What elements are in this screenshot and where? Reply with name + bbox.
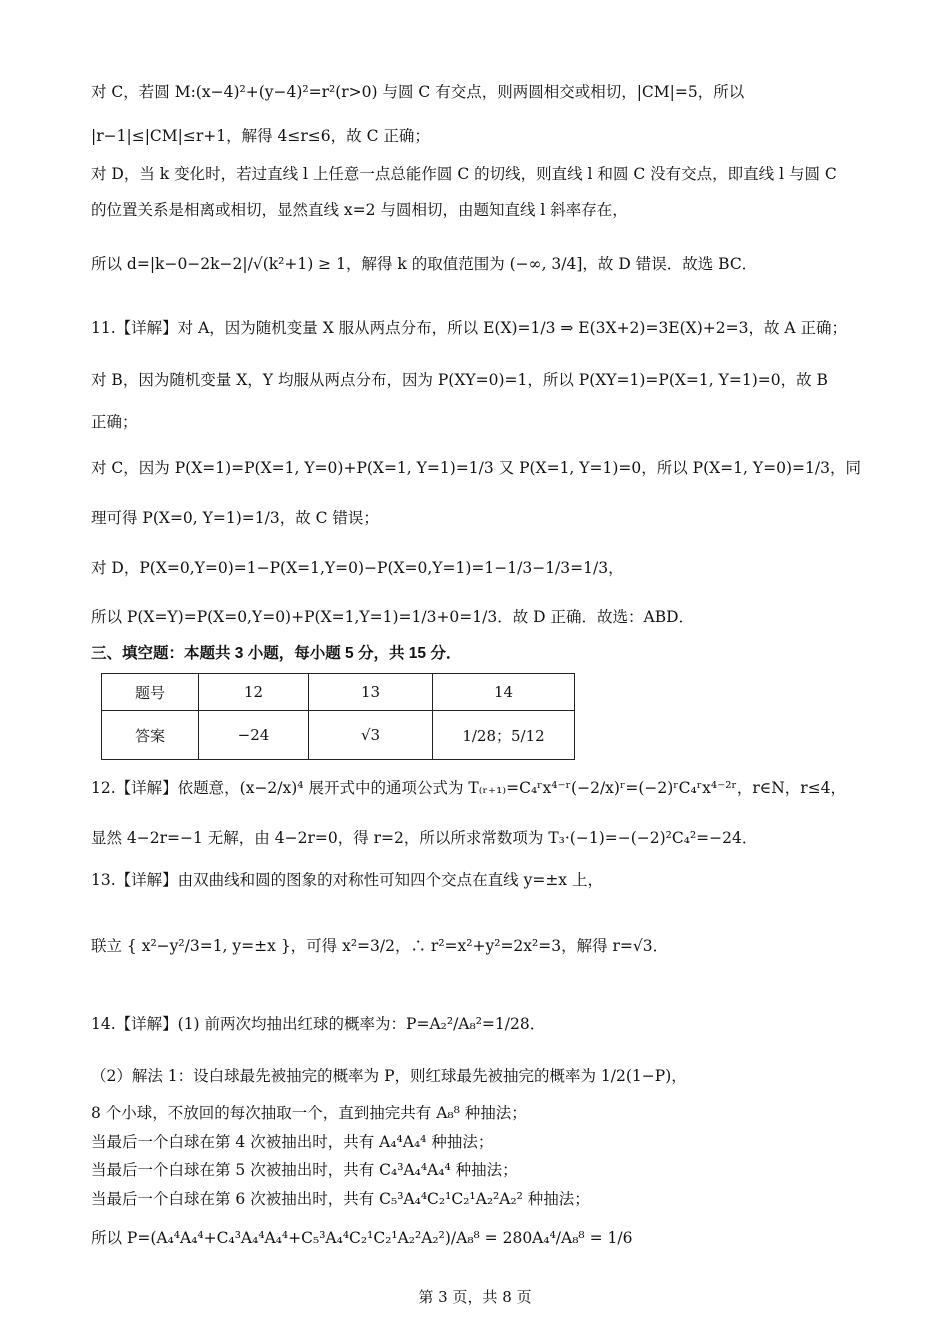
table-header-cell: 12: [199, 674, 309, 711]
text-line: 对 D，当 k 变化时，若过直线 l 上任意一点总能作圆 C 的切线，则直线 l 和圆 C 没有交点，即直线 l 与圆 C: [91, 165, 837, 183]
text-line: 的位置关系是相离或相切，显然直线 x=2 与圆相切，由题知直线 l 斜率存在，: [91, 201, 628, 219]
text-line: 当最后一个白球在第 6 次被抽出时，共有 C₅³A₄⁴C₂¹C₂¹A₂²A₂² 种抽法；: [91, 1190, 590, 1208]
table-cell: −24: [199, 711, 309, 760]
text-line: 理可得 P(X=0, Y=1)=1/3，故 C 错误；: [91, 509, 379, 527]
table-cell: 答案: [102, 711, 199, 760]
text-line: 联立 { x²−y²/3=1, y=±x }，可得 x²=3/2，∴ r²=x²+y²=2x²=3，解得 r=√3．: [91, 937, 669, 955]
text-line: 8 个小球，不放回的每次抽取一个，直到抽完共有 A₈⁸ 种抽法；: [91, 1104, 527, 1122]
text-line: 12.【详解】依题意，(x−2/x)⁴ 展开式中的通项公式为 T₍ᵣ₊₁₎=C₄ʳx⁴⁻ʳ(−2/x)ʳ=(−2)ʳC₄ʳx⁴⁻²ʳ，r∈N，r≤4，: [91, 779, 847, 797]
text-line: 对 B，因为随机变量 X，Y 均服从两点分布，因为 P(XY=0)=1，所以 P(XY=1)=P(X=1, Y=1)=0，故 B: [91, 371, 828, 389]
text-line: （2）解法 1：设白球最先被抽完的概率为 P，则红球最先被抽完的概率为 1/2(1−P)，: [91, 1067, 687, 1085]
text-line: 对 C，若圆 M:(x−4)²+(y−4)²=r²(r>0) 与圆 C 有交点，则两圆相交或相切，|CM|=5，所以: [91, 83, 745, 101]
text-line: 正确；: [91, 413, 138, 431]
text-line: 显然 4−2r=−1 无解，由 4−2r=0，得 r=2，所以所求常数项为 T₃·(−1)=−(−2)²C₄²=−24．: [91, 829, 758, 847]
table-header-cell: 14: [433, 674, 575, 711]
text-line: 对 C，因为 P(X=1)=P(X=1, Y=0)+P(X=1, Y=1)=1/3 又 P(X=1, Y=1)=0，所以 P(X=1, Y=0)=1/3，同: [91, 459, 861, 477]
text-line: 当最后一个白球在第 4 次被抽出时，共有 A₄⁴A₄⁴ 种抽法；: [91, 1133, 494, 1151]
text-line: 所以 d=|k−0−2k−2|/√(k²+1) ≥ 1，解得 k 的取值范围为 (−∞, 3/4]，故 D 错误．故选 BC．: [91, 255, 758, 273]
text-line: 对 D，P(X=0,Y=0)=1−P(X=1,Y=0)−P(X=0,Y=1)=1−1/3−1/3=1/3，: [91, 559, 624, 577]
page-footer: 第 3 页，共 8 页: [418, 1288, 532, 1306]
text-line: 所以 P(X=Y)=P(X=0,Y=0)+P(X=1,Y=1)=1/3+0=1/3．故 D 正确．故选：ABD．: [91, 608, 695, 626]
table-cell: √3: [309, 711, 433, 760]
text-line: 当最后一个白球在第 5 次被抽出时，共有 C₄³A₄⁴A₄⁴ 种抽法；: [91, 1161, 518, 1179]
text-line: 11.【详解】对 A，因为随机变量 X 服从两点分布，所以 E(X)=1/3 ⇒ E(3X+2)=3E(X)+2=3，故 A 正确；: [91, 319, 847, 337]
table-cell: 1/28；5/12: [433, 711, 575, 760]
answer-table: [101, 673, 575, 760]
text-line: 所以 P=(A₄⁴A₄⁴+C₄³A₄⁴A₄⁴+C₅³A₄⁴C₂¹C₂¹A₂²A₂²)/A₈⁸ = 280A₄⁴/A₈⁸ = 1/6: [91, 1229, 633, 1247]
table-header-cell: 13: [309, 674, 433, 711]
section-heading: 三、填空题：本题共 3 小题，每小题 5 分，共 15 分．: [91, 645, 462, 662]
text-line: 13.【详解】由双曲线和圆的图象的对称性可知四个交点在直线 y=±x 上，: [91, 871, 603, 889]
text-line: |r−1|≤|CM|≤r+1，解得 4≤r≤6，故 C 正确；: [91, 127, 430, 145]
table-header-cell: 题号: [102, 674, 199, 711]
text-line: 14.【详解】(1) 前两次均抽出红球的概率为：P=A₂²/A₈²=1/28．: [91, 1015, 546, 1033]
